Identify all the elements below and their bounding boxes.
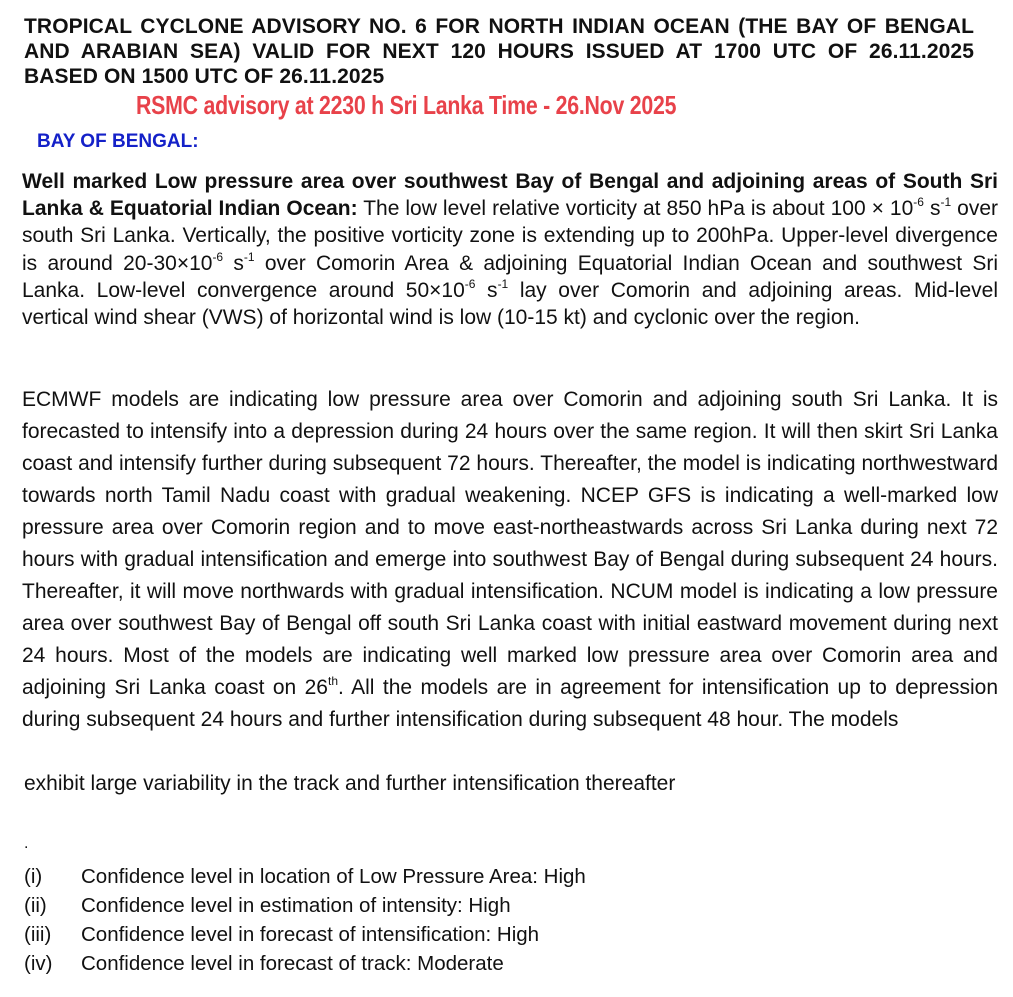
- confidence-item: [24, 891, 586, 920]
- section-heading: BAY OF BENGAL:: [37, 131, 199, 152]
- item-number: (ii): [24, 894, 47, 917]
- superscript: -1: [940, 195, 952, 210]
- text-run: . All the models are in agreement for intensification up to depression during subsequent 24 hours and further intensification during subsequent 48 hour. The models: [22, 676, 998, 731]
- text-run: over Comorin Area & adjoining Equatorial Indian Ocean and southwest Sri Lanka. Low-level convergence around 50×10: [22, 251, 998, 302]
- superscript: -6: [464, 276, 476, 291]
- text-run: s: [923, 197, 941, 221]
- superscript: -1: [243, 249, 255, 264]
- separator-dot: .: [24, 835, 29, 852]
- item-text: Confidence level in forecast of intensification: High: [81, 923, 540, 946]
- item-text: Confidence level in forecast of track: Moderate: [81, 952, 504, 975]
- item-text: Confidence level in location of Low Pressure Area: High: [81, 865, 586, 888]
- model-guidance-paragraph: [22, 384, 998, 736]
- text-run: The low level relative vorticity at 850 hPa is about 100 × 10: [357, 197, 914, 221]
- text-run: lay over Comorin and adjoining areas. Mid-level vertical wind shear (VWS) of horizontal wind is low (10-15 kt) and cyclonic over the region.: [22, 278, 998, 330]
- superscript: -6: [913, 195, 924, 210]
- superscript: -1: [497, 276, 509, 291]
- text-run: over south Sri Lanka. Vertically, the positive vorticity zone is extending up to 200hPa. Upper-level divergence is around 20-30×10: [22, 197, 998, 275]
- text-run: s: [475, 278, 498, 302]
- advisory-title: TROPICAL CYCLONE ADVISORY NO. 6 FOR NORTH INDIAN OCEAN (THE BAY OF BENGAL AND ARABIAN SEA) VALID FOR NEXT 120 HOURS ISSUED AT 1700 UTC OF 26.11.2025 BASED ON 1500 UTC OF 26.11.2025: [24, 15, 974, 88]
- confidence-list: [24, 862, 586, 978]
- confidence-item: [24, 949, 586, 978]
- superscript: -6: [212, 249, 224, 264]
- item-number: (iv): [24, 952, 53, 975]
- analysis-paragraph: [22, 168, 998, 331]
- item-text: Confidence level in estimation of intensity: High: [81, 894, 511, 917]
- text-run: s: [223, 251, 244, 275]
- paragraph-lead: Well marked Low pressure area over southwest Bay of Bengal and adjoining areas of South Sri Lanka & Equatorial Indian Ocean:: [22, 170, 998, 221]
- item-number: (iii): [24, 923, 52, 946]
- rsmc-overlay-note: RSMC advisory at 2230 h Sri Lanka Time - 26.Nov 2025: [136, 90, 677, 120]
- confidence-item: [24, 862, 586, 891]
- item-number: (i): [24, 865, 43, 888]
- confidence-item: [24, 920, 586, 949]
- text-run: ECMWF models are indicating low pressure area over Comorin and adjoining south Sri Lanka. It is forecasted to intensify into a depression during 24 hours over the same region. It will then skirt Sri Lanka coast and intensify further during subsequent 72 hours. Thereafter, the model is indicating northwestward towards north Tamil Nadu coast with gradual weakening. NCEP GFS is indicating a well-marked low pressure area over Comorin region and to move east-northeastwards across Sri Lanka during next 72 hours with gradual intensification and emerge into southwest Bay of Bengal during subsequent 24 hours. Thereafter, it will move northwards with gradual intensification. NCUM model is indicating a low pressure area over southwest Bay of Bengal off south Sri Lanka coast with initial eastward movement during next 24 hours. Most of the models are indicating well marked low pressure area over Comorin area and adjoining Sri Lanka coast on 26: [22, 388, 998, 699]
- model-guidance-last-line: exhibit large variability in the track and further intensification thereafter: [24, 772, 676, 795]
- superscript: th: [327, 674, 338, 688]
